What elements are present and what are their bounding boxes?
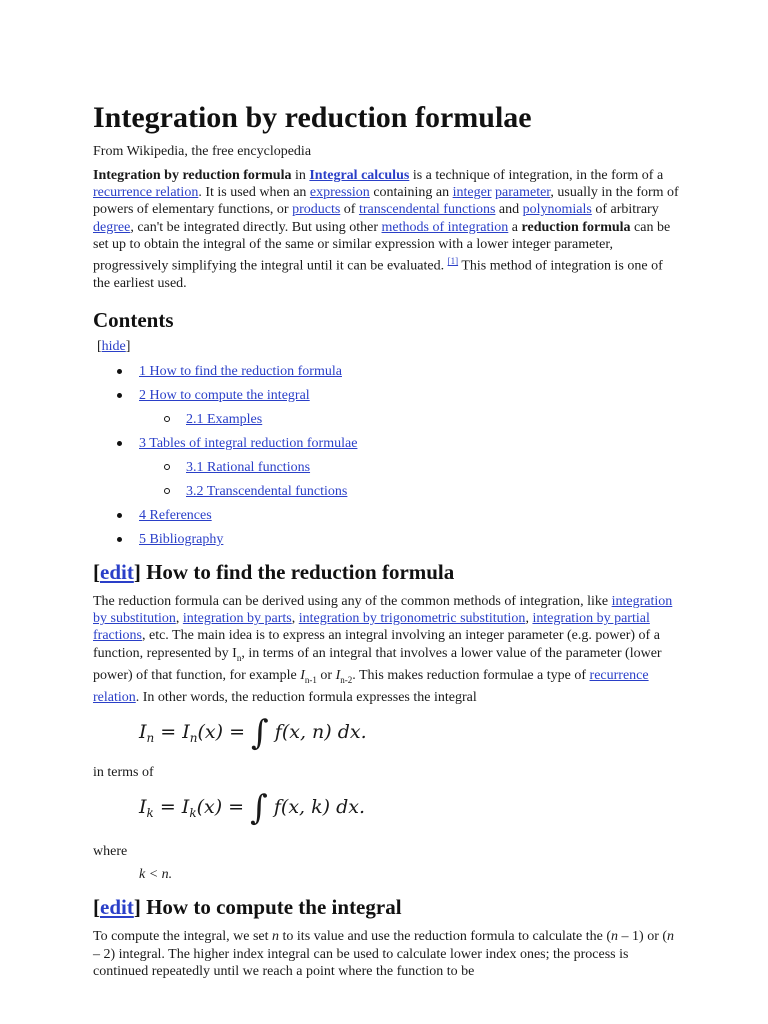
link-methods-of-integration[interactable]: methods of integration (381, 219, 509, 235)
section2-paragraph: To compute the integral, we set n to its value and use the reduction formula to calculate the (n – 1) or (n – 2) integral. The higher index integral can be used to calculate lower index ones; the process is continued repeatedly until we reach a point where the function to be (93, 929, 675, 979)
toc-item (93, 480, 683, 504)
reference-link-1[interactable]: [1] (447, 256, 459, 267)
integral-sign: ∫ (251, 712, 269, 753)
toc-link-3-2[interactable]: 3.2 Transcendental functions (186, 484, 348, 500)
link-degree[interactable]: degree (93, 219, 131, 235)
integral-sign: ∫ (250, 788, 268, 829)
toc-item (93, 528, 683, 552)
toc-item (93, 504, 683, 528)
toc-item (93, 384, 683, 408)
toc-link-3-1[interactable]: 3.1 Rational functions (186, 460, 311, 476)
bullet-icon (117, 393, 122, 398)
circle-bullet-icon (164, 488, 170, 494)
link-recurrence-relation[interactable]: recurrence relation (93, 185, 199, 201)
table-of-contents (93, 360, 683, 552)
edit-link[interactable]: edit (100, 560, 134, 585)
toc-hide-toggle: [hide] (97, 339, 131, 355)
intro-paragraph: Integration by reduction formula in Integral calculus is a technique of integration, in the form of a recurrence relation. It is used when an expression containing an integer parameter, usually in the form of powers of elementary functions, or products of transcendental functions and polynomials of arbitrary degree, can't be integrated directly. But using other methods of integration a reduction formula can be set up to obtain the integral of the same or similar expression with a lower integer parameter, progressively simplifying the integral until it can be evaluated. [1] This method of integration is one of the earliest used. (93, 168, 679, 291)
circle-bullet-icon (164, 464, 170, 470)
toc-link-3[interactable]: 3 Tables of integral reduction formulae (139, 436, 358, 452)
link-trigonometric-substitution[interactable]: integration by trigonometric substitution (298, 611, 526, 627)
toc-link-5[interactable]: 5 Bibliography (139, 532, 224, 548)
link-expression[interactable]: expression (309, 185, 370, 201)
page-title: Integration by reduction formulae (93, 101, 532, 134)
link-transcendental-functions[interactable]: transcendental functions (358, 202, 496, 218)
toc-link-1[interactable]: 1 How to find the reduction formula (139, 364, 342, 380)
page-subtitle: From Wikipedia, the free encyclopedia (93, 144, 312, 159)
bullet-icon (117, 369, 122, 374)
link-recurrence-relation-2[interactable]: recurrence relation (93, 667, 649, 705)
section1-paragraph: The reduction formula can be derived using any of the common methods of integration, like integration by substitution, integration by parts, integration by trigonometric substitution, integration by partial fractions, etc. The main idea is to express an integral involving an integer parameter (e.g. power) of a function, represented by $I_n$, in terms of an integral that involves a lower value of the parameter (lower power) of that function, for example $I_{n-1}$ or $I_{n-2}$. This makes reduction formulae a type of recurrence relation. In other words, the reduction formula expresses the integral (93, 594, 673, 705)
where-text: where (93, 844, 128, 860)
toc-item (93, 432, 683, 456)
intro-bold-term: Integration by reduction formula (93, 168, 292, 183)
section-heading-compute-integral: [edit] How to compute the integral (93, 895, 402, 920)
toc-link-2[interactable]: 2 How to compute the integral (139, 388, 310, 404)
link-products[interactable]: products (292, 202, 341, 218)
edit-link[interactable]: edit (100, 895, 134, 920)
link-partial-fractions[interactable]: integration by partial fractions (93, 611, 650, 644)
section-heading-reduction-formula: [edit] How to find the reduction formula (93, 560, 455, 585)
link-parameter[interactable]: parameter (495, 185, 551, 201)
circle-bullet-icon (164, 416, 170, 422)
inequality: k < n. (139, 867, 173, 883)
toc-link-2-1[interactable]: 2.1 Examples (186, 412, 263, 428)
contents-heading: Contents (93, 308, 174, 333)
bullet-icon (117, 513, 122, 518)
link-polynomials[interactable]: polynomials (522, 202, 592, 218)
hide-link[interactable]: hide (101, 339, 126, 355)
link-integration-by-parts[interactable]: integration by parts (182, 611, 292, 627)
bullet-icon (117, 537, 122, 542)
formula-ik: $I_k = I_k(x)$ = ∫ f(x, k) dx. (139, 788, 366, 829)
article-content (93, 96, 683, 980)
link-integral-calculus[interactable]: Integral calculus (309, 168, 410, 183)
toc-item (93, 408, 683, 432)
toc-item (93, 360, 683, 384)
formula-in: $I_n = I_n(x)$ = ∫ f(x, n) dx. (139, 712, 367, 753)
link-integer[interactable]: integer (452, 185, 492, 201)
toc-link-4[interactable]: 4 References (139, 508, 212, 524)
link-integration-by-substitution[interactable]: integration by substitution (93, 594, 673, 627)
in-terms-of-text: in terms of (93, 764, 154, 780)
toc-item (93, 456, 683, 480)
bullet-icon (117, 441, 122, 446)
